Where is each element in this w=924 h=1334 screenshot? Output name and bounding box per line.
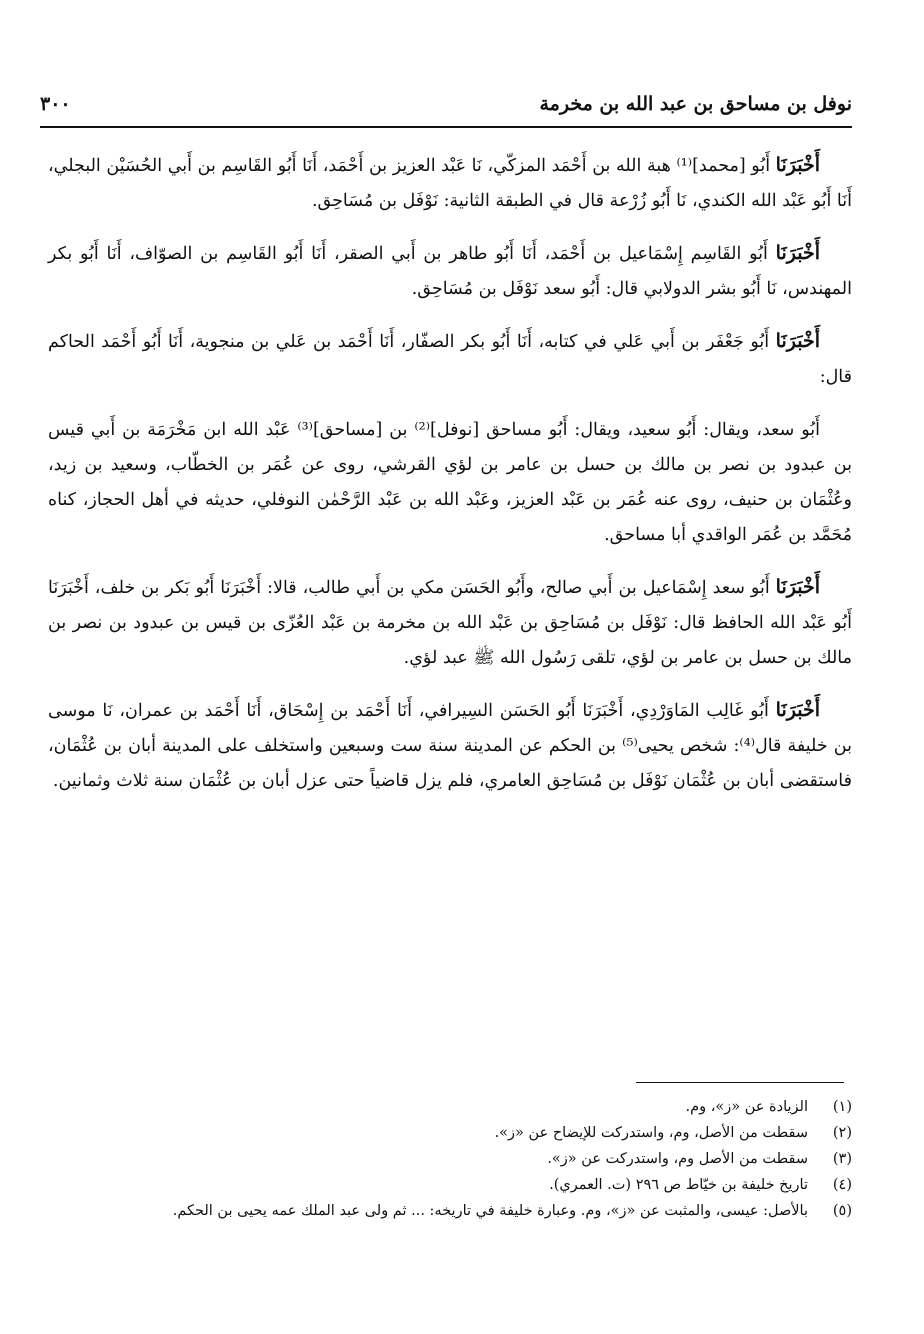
footnote xyxy=(48,1094,852,1120)
footnote-text: بالأصل: عيسى، والمثبت عن «ز»، وم. وعبارة خليفة في تاريخه: ... ثم ولى عبد الملك عمه يحيى بن الحكم. xyxy=(172,1203,808,1219)
paragraph-lead: أَخْبَرَنَا xyxy=(775,154,820,176)
footnote-number: (١) xyxy=(832,1099,852,1115)
footnotes xyxy=(48,1094,852,1224)
paragraph-lead: أَخْبَرَنَا xyxy=(775,699,820,721)
footnote xyxy=(48,1146,852,1172)
main-text xyxy=(48,148,852,816)
paragraph-text: أَبُو غَالِب المَاوَرْدِي، أَخْبَرَنَا أَبُو الحَسَن السِيرافي، أَنَا أَحْمَد بن إِسْحَاق، أَنَا أَحْمَد بن عمران، نَا موسى بن خليفة قال⁽⁴⁾: شخص يحيى⁽⁵⁾ بن الحكم عن المدينة سنة ست وسبعين واستخلف على المدينة أبان بن عُثْمَان، فاستقضى أبان بن عُثْمَان نَوْفَل بن مُسَاحِق العامري، فلم يزل قاضياً حتى عزل أبان بن عُثْمَان سنة ثلاث وثمانين. xyxy=(48,701,852,791)
footnote xyxy=(48,1120,852,1146)
page-number: ٣٠٠ xyxy=(40,93,71,115)
paragraph xyxy=(48,412,852,553)
paragraph-text: أَبُو القَاسِم إِسْمَاعيل بن أَحْمَد، أَنَا أَبُو طاهر بن أَبي الصقر، أَنَا أَبُو القَاسِم بن الصوّاف، أَنَا أَبُو بكر المهندس، نَا أَبُو بشر الدولابي قال: أَبُو سعد نَوْفَل بن مُسَاحِق. xyxy=(48,244,852,299)
footnote-rule xyxy=(636,1082,844,1083)
footnote xyxy=(48,1198,852,1224)
paragraph-text: أَبُو سعد إِسْمَاعيل بن أَبي صالح، وأَبُو الحَسَن مكي بن أَبي طالب، قالا: أَخْبَرَنَا أَبُو بَكر بن خلف، أَخْبَرَنَا أَبُو عَبْد الله الحافظ قال: نَوْفَل بن مُسَاحِق بن عَبْد الله بن مخرمة بن عَبْد العُزّى بن قيس بن عبدود بن نصر بن مالك بن حسل بن عامر بن لؤي، تلقى رَسُول الله ﷺ عبد لؤي. xyxy=(48,578,852,668)
header-rule xyxy=(40,126,852,128)
footnote-number: (٢) xyxy=(832,1125,852,1141)
paragraph xyxy=(48,693,852,799)
paragraph-lead: أَخْبَرَنَا xyxy=(775,576,820,598)
paragraph xyxy=(48,148,852,219)
footnote-text: تاريخ خليفة بن خيّاط ص ٢٩٦ (ت. العمري). xyxy=(549,1177,808,1193)
paragraph-text: أَبُو سعد، ويقال: أَبُو سعيد، ويقال: أَبُو مساحق [نوفل]⁽²⁾ بن [مساحق]⁽³⁾ عَبْد الله ابن مَخْرَمَة بن أَبي قيس بن عبدود بن نصر بن مالك بن حسل بن عامر بن لؤي القرشي، روى عن عُمَر بن الخطّاب، وسعيد بن زيد، وعُثْمَان بن حنيف، روى عنه عُمَر بن عَبْد العزيز، وعَبْد الله بن عَبْد الرَّحْمٰن النوفلي، حديثه في أهل الحجاز، كناه مُحَمَّد بن عُمَر الواقدي أبا مساحق. xyxy=(48,420,852,545)
page-header xyxy=(40,86,852,122)
footnote-text: سقطت من الأصل وم، واستدركت عن «ز». xyxy=(547,1151,808,1167)
footnote-text: سقطت من الأصل، وم، واستدركت للإيضاح عن «ز». xyxy=(494,1125,808,1141)
paragraph-text: أَبُو [محمد]⁽¹⁾ هبة الله بن أَحْمَد المزكّي، نَا عَبْد العزيز بن أَحْمَد، أَنَا أَبُو القَاسِم بن أَبي الحُسَيْن البجلي، أَنَا أَبُو عَبْد الله الكندي، نَا أَبُو زُرْعة قال في الطبقة الثانية: نَوْفَل بن مُسَاحِق. xyxy=(48,156,852,211)
footnote xyxy=(48,1172,852,1198)
footnote-text: الزيادة عن «ز»، وم. xyxy=(685,1099,808,1115)
paragraph-lead: أَخْبَرَنَا xyxy=(775,242,820,264)
footnote-number: (٥) xyxy=(832,1203,852,1219)
paragraph-text: أَبُو جَعْفَر بن أَبي عَلي في كتابه، أَنَا أَبُو بكر الصفّار، أَنَا أَحْمَد بن عَلي بن منجوية، أَنَا أَبُو أَحْمَد الحاكم قال: xyxy=(48,332,852,387)
paragraph-lead: أَخْبَرَنَا xyxy=(775,330,820,352)
footnote-number: (٤) xyxy=(832,1177,852,1193)
paragraph xyxy=(48,236,852,307)
footnote-number: (٣) xyxy=(832,1151,852,1167)
paragraph xyxy=(48,570,852,676)
running-title: نوفل بن مساحق بن عبد الله بن مخرمة xyxy=(539,93,852,115)
paragraph xyxy=(48,324,852,395)
